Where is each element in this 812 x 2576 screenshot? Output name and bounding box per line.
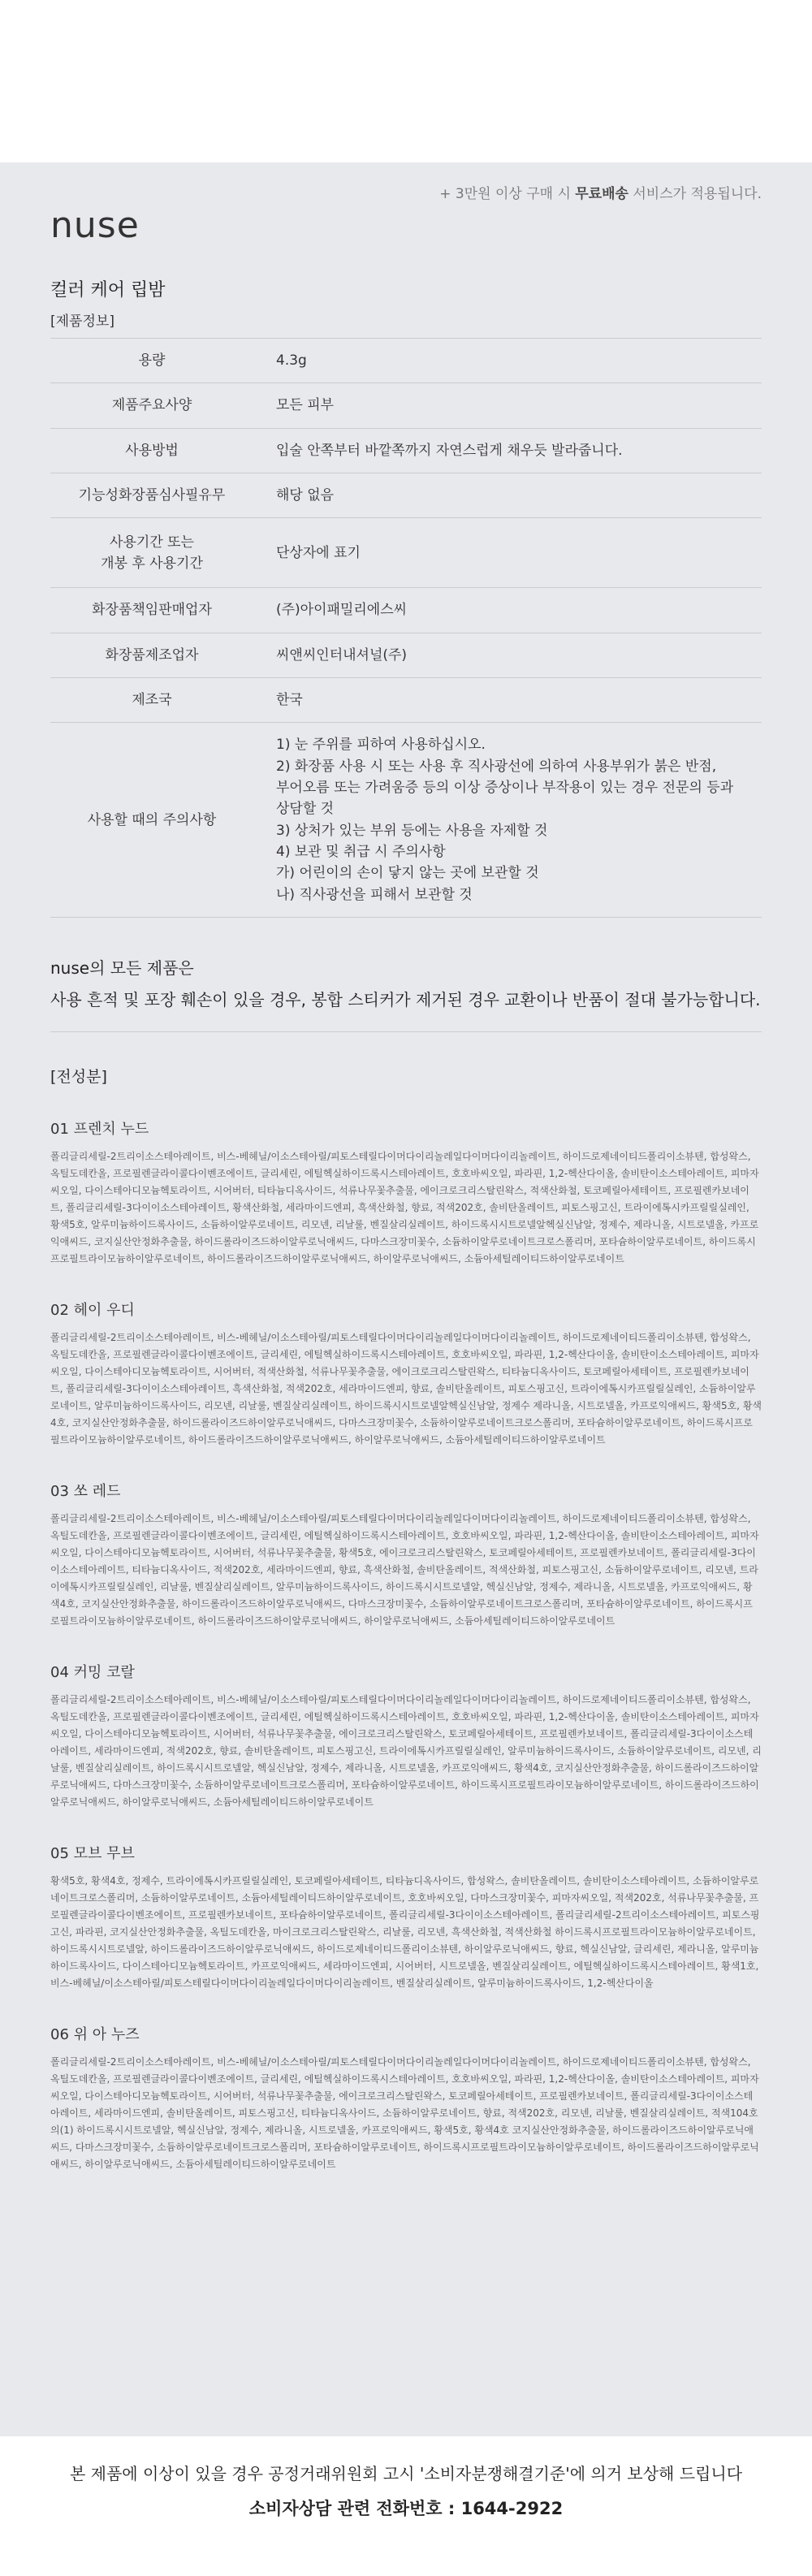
shade-block (50, 1480, 762, 1630)
footer (0, 2461, 812, 2520)
row-value: 4.3g (253, 339, 762, 383)
shade-ingredients: 폴리글리세릴-2트리이소스테아레이트, 비스-베헤닐/이소스테아릴/피토스테릴다이머다이리놀레일다이머다이리놀레이트, 하이드로제네이티드폴리이소뷰텐, 합성왁스, 옥틸도데칸올, 프로필렌글라이콜다이벤조에이트, 글리세린, 에틸헥실하이드록시스테아레이트, 호호바씨오일, 파라핀, 1,2-헥산다이올, 솔비탄이소스테아레이트, 피마자씨오일, 다이스테아디모늄헥토라이트, 시어버터, 적색산화철, 석류나무꽃추출물, 에이크로크리스탈린왁스, 티타늄디옥사이드, 토코페릴아세테이트, 프로필렌카보네이트, 폴리글리세릴-3다이이소스테아레이트, 흑색산화철, 적색202호, 세라마이드엔피, 향료, 솔비탄올레이트, 피토스핑고신, 트라이에톡시카프릴릴실레인, 소듐하이알루로네이트, 알루미늄하이드록사이드, 리모넨, 리날룰, 벤질살리실레이트, 하이드록시시트로넬알헥실신남알, 정제수 제라니올, 시트로넬올, 카프로익애씨드, 황색5호, 황색4호, 코지실산안정화추출물, 하이드롤라이즈드하이알루로닉애씨드, 다마스크장미꽃수, 소듐하이알루로네이트크로스폴리머, 포타슘하이알루로네이트, 하이드록시프로필트라이모늄하이알루로네이트, 하이드롤라이즈드하이알루로닉애씨드, 하이알루로닉애씨드, 소듐아세틸레이티드하이알루로네이트 (50, 1332, 762, 1446)
shade-ingredients: 황색5호, 황색4호, 정제수, 트라이에톡시카프릴릴실레인, 토코페릴아세테이트, 티타늄디옥사이드, 합성왁스, 솔비탄올레이트, 솔비탄이소스테아레이트, 소듐하이알루로네이트크로스폴리머, 소듐하이알루로네이트, 소듐아세틸레이티드하이알루로네이트, 호호바씨오일, 다마스크장미꽃수, 피마자씨오일, 적색202호, 석류나무꽃추출물, 프로필렌글라이콜다이벤조에이트, 프로필렌카보네이트, 포타슘하이알루로네이트, 폴리글리세릴-3다이이소스테아레이트, 폴리글리세릴-2트리이소스테아레이트, 피토스핑고신, 파라핀, 코지실산안정화추출물, 옥틸도데칸올, 마이크로크리스탈린왁스, 리날룰, 리모넨, 흑색산화철, 적색산화철 하이드록시프로필트라이모늄하이알루로네이트, 하이드록시시트로넬알, 하이드롤라이즈드하이알루로닉애씨드, 하이드로제네이티드폴리이소뷰텐, 하이알루로닉애씨드, 향료, 헥실신남알, 글리세린, 제라니올, 알루미늄하이드록사이드, 다이스테아디모늄헥토라이트, 카프로익애씨드, 세라마이드엔피, 시어버터, 시트로넬올, 벤질살리실레이트, 에틸헥실하이드록시스테아레이트, 황색1호, 비스-베헤닐/이소스테아릴/피토스테릴다이머다이리놀레일다이머다이리놀레이트, 벤질살리실레이트, 알루미늄하이드록사이드, 1,2-헥산다이올 (50, 1875, 760, 1990)
row-value: 입술 안쪽부터 바깥쪽까지 자연스럽게 채우듯 발라줍니다. (253, 428, 762, 473)
customer-service-phone: 소비자상담 관련 전화번호 : 1644-2922 (248, 2499, 564, 2518)
shade-name: 06 위 아 누즈 (50, 2026, 140, 2044)
caution-line: 가) 어린이의 손이 닿지 않는 곳에 보관할 것 (276, 865, 539, 882)
top-bar (50, 162, 762, 246)
shade-name: 02 헤이 우디 (50, 1302, 135, 1320)
product-title: 컬러 케어 립밤 (50, 280, 166, 300)
notice-prefix: + 3만원 이상 구매 시 (439, 186, 576, 202)
product-info-panel (0, 162, 812, 2436)
brand-logo: nuse (50, 205, 140, 246)
policy-line-2: 사용 흔적 및 포장 훼손이 있을 경우, 봉합 스티커가 제거된 경우 교환이나 반품이 절대 불가능합니다. (50, 990, 761, 1010)
notice-suffix: 서비스가 적용됩니다. (628, 186, 762, 202)
row-key: 사용방법 (50, 428, 253, 473)
row-value: (주)아이패밀리에스씨 (253, 588, 762, 633)
row-key-line: 사용기간 또는 (110, 534, 194, 551)
row-value: 해당 없음 (253, 473, 762, 518)
table-row (50, 383, 762, 428)
row-key: 용량 (50, 339, 253, 383)
shade-ingredients: 폴리글리세릴-2트리이소스테아레이트, 비스-베헤닐/이소스테아릴/피토스테릴다이머다이리놀레일다이머다이리놀레이트, 하이드로제네이티드폴리이소뷰텐, 합성왁스, 옥틸도데칸올, 프로필렌글라이콜다이벤조에이트, 글리세린, 에틸헥실하이드록시스테아레이트, 호호바씨오일, 파라핀, 1,2-헥산다이올, 솔비탄이소스테아레이트, 피마자씨오일, 다이스테아디모늄헥토라이트, 시어버터, 석류나무꽃추출물, 에이크로크리스탈린왁스, 토코페릴아세테이트, 프로필렌카보네이트, 폴리글리세릴-3다이이소스테아레이트, 세라마이드엔피, 적색202호, 향료, 솔비탄올레이트, 피토스핑고신, 트라이에톡시카프릴릴실레인, 알루미늄하이드록사이드, 소듐하이알루로네이트, 리모넨, 리날룰, 벤질살리실레이트, 하이드록시시트로넬알, 헥실신남알, 정제수, 제라니올, 시트로넬올, 카프로익애씨드, 황색4호, 코지실산안정화추출물, 하이드롤라이즈드하이알루로닉애씨드, 다마스크장미꽃수, 소듐하이알루로네이트크로스폴리머, 포타슘하이알루로네이트, 하이드록시프로필트라이모늄하이알루로네이트, 하이드롤라이즈드하이알루로닉애씨드, 하이알루로닉애씨드, 소듐아세틸레이티드하이알루로네이트 (50, 1694, 762, 1809)
table-row (50, 633, 762, 677)
shade-name: 03 쏘 레드 (50, 1483, 121, 1501)
return-policy (50, 955, 762, 1032)
row-key: 사용할 때의 주의사항 (50, 723, 253, 918)
shade-block (50, 1842, 762, 1992)
row-value: 한국 (253, 678, 762, 723)
caution-line: 부어오름 또는 가려움증 등의 이상 증상이나 부작용이 있는 경우 전문의 등과 (276, 780, 734, 797)
shade-ingredients: 폴리글리세릴-2트리이소스테아레이트, 비스-베헤닐/이소스테아릴/피토스테릴다이머다이리놀레일다이머다이리놀레이트, 하이드로제네이티드폴리이소뷰텐, 합성왁스, 옥틸도데칸올, 프로필렌글라이콜다이벤조에이트, 글리세린, 에틸헥실하이드록시스테아레이트, 호호바씨오일, 파라핀, 1,2-헥산다이올, 솔비탄이소스테아레이트, 피마자씨오일, 다이스테아디모늄헥토라이트, 시어버터, 티타늄디옥사이드, 석류나무꽃추출물, 에이크로크리스탈린왁스, 적색산화철, 토코페릴아세테이트, 프로필렌카보네이트, 폴리글리세릴-3다이이소스테아레이트, 황색산화철, 세라마이드엔피, 흑색산화철, 향료, 적색202호, 솔비탄올레이트, 피토스핑고신, 트라이에톡시카프릴릴실레인, 황색5호, 알루미늄하이드록사이드, 소듐하이알루로네이트, 리모넨, 리날룰, 벤질살리실레이트, 하이드록시시트로넬알헥실신남알, 정제수, 제라니올, 시트로넬올, 카프로익애씨드, 코지실산안정화추출물, 하이드롤라이즈드하이알루로닉애씨드, 다마스크장미꽃수, 소듐하이알루로네이트크로스폴리머, 포타슘하이알루로네이트, 하이드록시프로필트라이모늄하이알루로네이트, 하이드롤라이즈드하이알루로닉애씨드, 하이알루로닉애씨드, 소듐아세틸레이티드하이알루로네이트 (50, 1151, 759, 1265)
caution-line: 3) 상처가 있는 부위 등에는 사용을 자제할 것 (276, 822, 548, 839)
table-row (50, 339, 762, 383)
row-key: 화장품제조업자 (50, 633, 253, 677)
table-row (50, 588, 762, 633)
ingredients-heading: [전성분] (50, 1068, 107, 1087)
table-row (50, 678, 762, 723)
row-value: 모든 피부 (253, 383, 762, 428)
notice-bold: 무료배송 (575, 186, 628, 202)
caution-line: 나) 직사광선을 피해서 보관할 것 (276, 886, 473, 903)
table-row (50, 518, 762, 588)
row-key-line: 개봉 후 사용기간 (101, 555, 203, 572)
table-row (50, 428, 762, 473)
table-row-caution (50, 723, 762, 918)
shade-ingredients: 폴리글리세릴-2트리이소스테아레이트, 비스-베헤닐/이소스테아릴/피토스테릴다이머다이리놀레일다이머다이리놀레이트, 하이드로제네이티드폴리이소뷰텐, 합성왁스, 옥틸도데칸올, 프로필렌글라이콜다이벤조에이트, 글리세린, 에틸헥실하이드록시스테아레이트, 호호바씨오일, 파라핀, 1,2-헥산다이올, 솔비탄이소스테아레이트, 피마자씨오일, 다이스테아디모늄헥토라이트, 시어버터, 석류나무꽃추출물, 에이크로크리스탈린왁스, 토코페릴아세테이트, 프로필렌카보네이트, 폴리글리세릴-3다이이소스테아레이트, 세라마이드엔피, 솔비탄올레이트, 피토스핑고신, 티타늄디옥사이드, 소듐하이알루로네이트, 향료, 적색202호, 리모넨, 리날룰, 벤질살리실레이트, 적색104호의(1) 하이드록시시트로넬알, 헥실신남알, 정제수, 제라니올, 시트로넬올, 카프로익애씨드, 황색5호, 황색4호 코지실산안정화추출물, 하이드롤라이즈드하이알루로닉애씨드, 다마스크장미꽃수, 소듐하이알루로네이트크로스폴리머, 포타슘하이알루로네이트, 하이드록시프로필트라이모늄하이알루로네이트, 하이드롤라이즈드하이알루로닉애씨드, 하이알루로닉애씨드, 소듐아세틸레이티드하이알루로네이트 (50, 2056, 759, 2171)
shade-block (50, 2023, 762, 2173)
section-label: [제품정보] (50, 313, 114, 330)
caution-line: 상담할 것 (276, 801, 335, 818)
caution-line: 1) 눈 주위를 피하여 사용하십시오. (276, 737, 486, 754)
shade-name: 04 커밍 코랄 (50, 1664, 135, 1682)
row-key: 기능성화장품심사필유무 (50, 473, 253, 518)
row-value: 씨앤씨인터내셔널(주) (253, 633, 762, 677)
compensation-notice: 본 제품에 이상이 있을 경우 공정거래위원회 고시 '소비자분쟁해결기준'에 의거 보상해 드립니다 (69, 2464, 743, 2483)
shade-name: 05 모브 무브 (50, 1845, 135, 1863)
caution-line: 4) 보관 및 취급 시 주의사항 (276, 844, 446, 861)
row-value: 단상자에 표기 (253, 518, 762, 588)
product-info-table (50, 338, 762, 918)
row-key: 화장품책임판매업자 (50, 588, 253, 633)
row-key: 제품주요사양 (50, 383, 253, 428)
policy-line-1: nuse의 모든 제품은 (50, 958, 194, 979)
shade-ingredients: 폴리글리세릴-2트리이소스테아레이트, 비스-베헤닐/이소스테아릴/피토스테릴다이머다이리놀레일다이머다이리놀레이트, 하이드로제네이티드폴리이소뷰텐, 합성왁스, 옥틸도데칸올, 프로필렌글라이콜다이벤조에이트, 글리세린, 에틸헥실하이드록시스테아레이트, 호호바씨오일, 파라핀, 1,2-헥산다이올, 솔비탄이소스테아레이트, 피마자씨오일, 다이스테아디모늄헥토라이트, 시어버터, 석류나무꽃추출물, 황색5호, 에이크로크리스탈린왁스, 토코페릴아세테이트, 프로필렌카보네이트, 폴리글리세릴-3다이이소스테아레이트, 티타늄디옥사이드, 적색202호, 세라마이드엔피, 향료, 흑색산화철, 솔비탄올레이트, 적색산화철, 피토스핑고신, 소듐하이알루로네이트, 리모넨, 트라이에톡시카프릴릴실레인, 리날룰, 벤질살리실레이트, 알루미늄하이드록사이드, 하이드록시시트로넬알, 헥실신남알, 정제수, 제라니올, 시트로넬올, 카프로익애씨드, 황색4호, 코지실산안정화추출물, 하이드롤라이즈드하이알루로닉애씨드, 다마스크장미꽃수, 소듐하이알루로네이트크로스폴리머, 포타슘하이알루로네이트, 하이드록시프로필트라이모늄하이알루로네이트, 하이드롤라이즈드하이알루로닉애씨드, 하이알루로닉애씨드, 소듐아세틸레이티드하이알루로네이트 (50, 1513, 759, 1627)
shade-name: 01 프렌치 누드 (50, 1121, 149, 1139)
shipping-notice (439, 182, 762, 202)
shade-block (50, 1117, 762, 1268)
row-key (50, 518, 253, 588)
caution-text (253, 723, 762, 918)
caution-line: 2) 화장품 사용 시 또는 사용 후 직사광선에 의하여 사용부위가 붉은 반점, (276, 758, 717, 775)
row-key: 제조국 (50, 678, 253, 723)
table-row (50, 473, 762, 518)
shade-block (50, 1299, 762, 1449)
shade-block (50, 1661, 762, 1811)
